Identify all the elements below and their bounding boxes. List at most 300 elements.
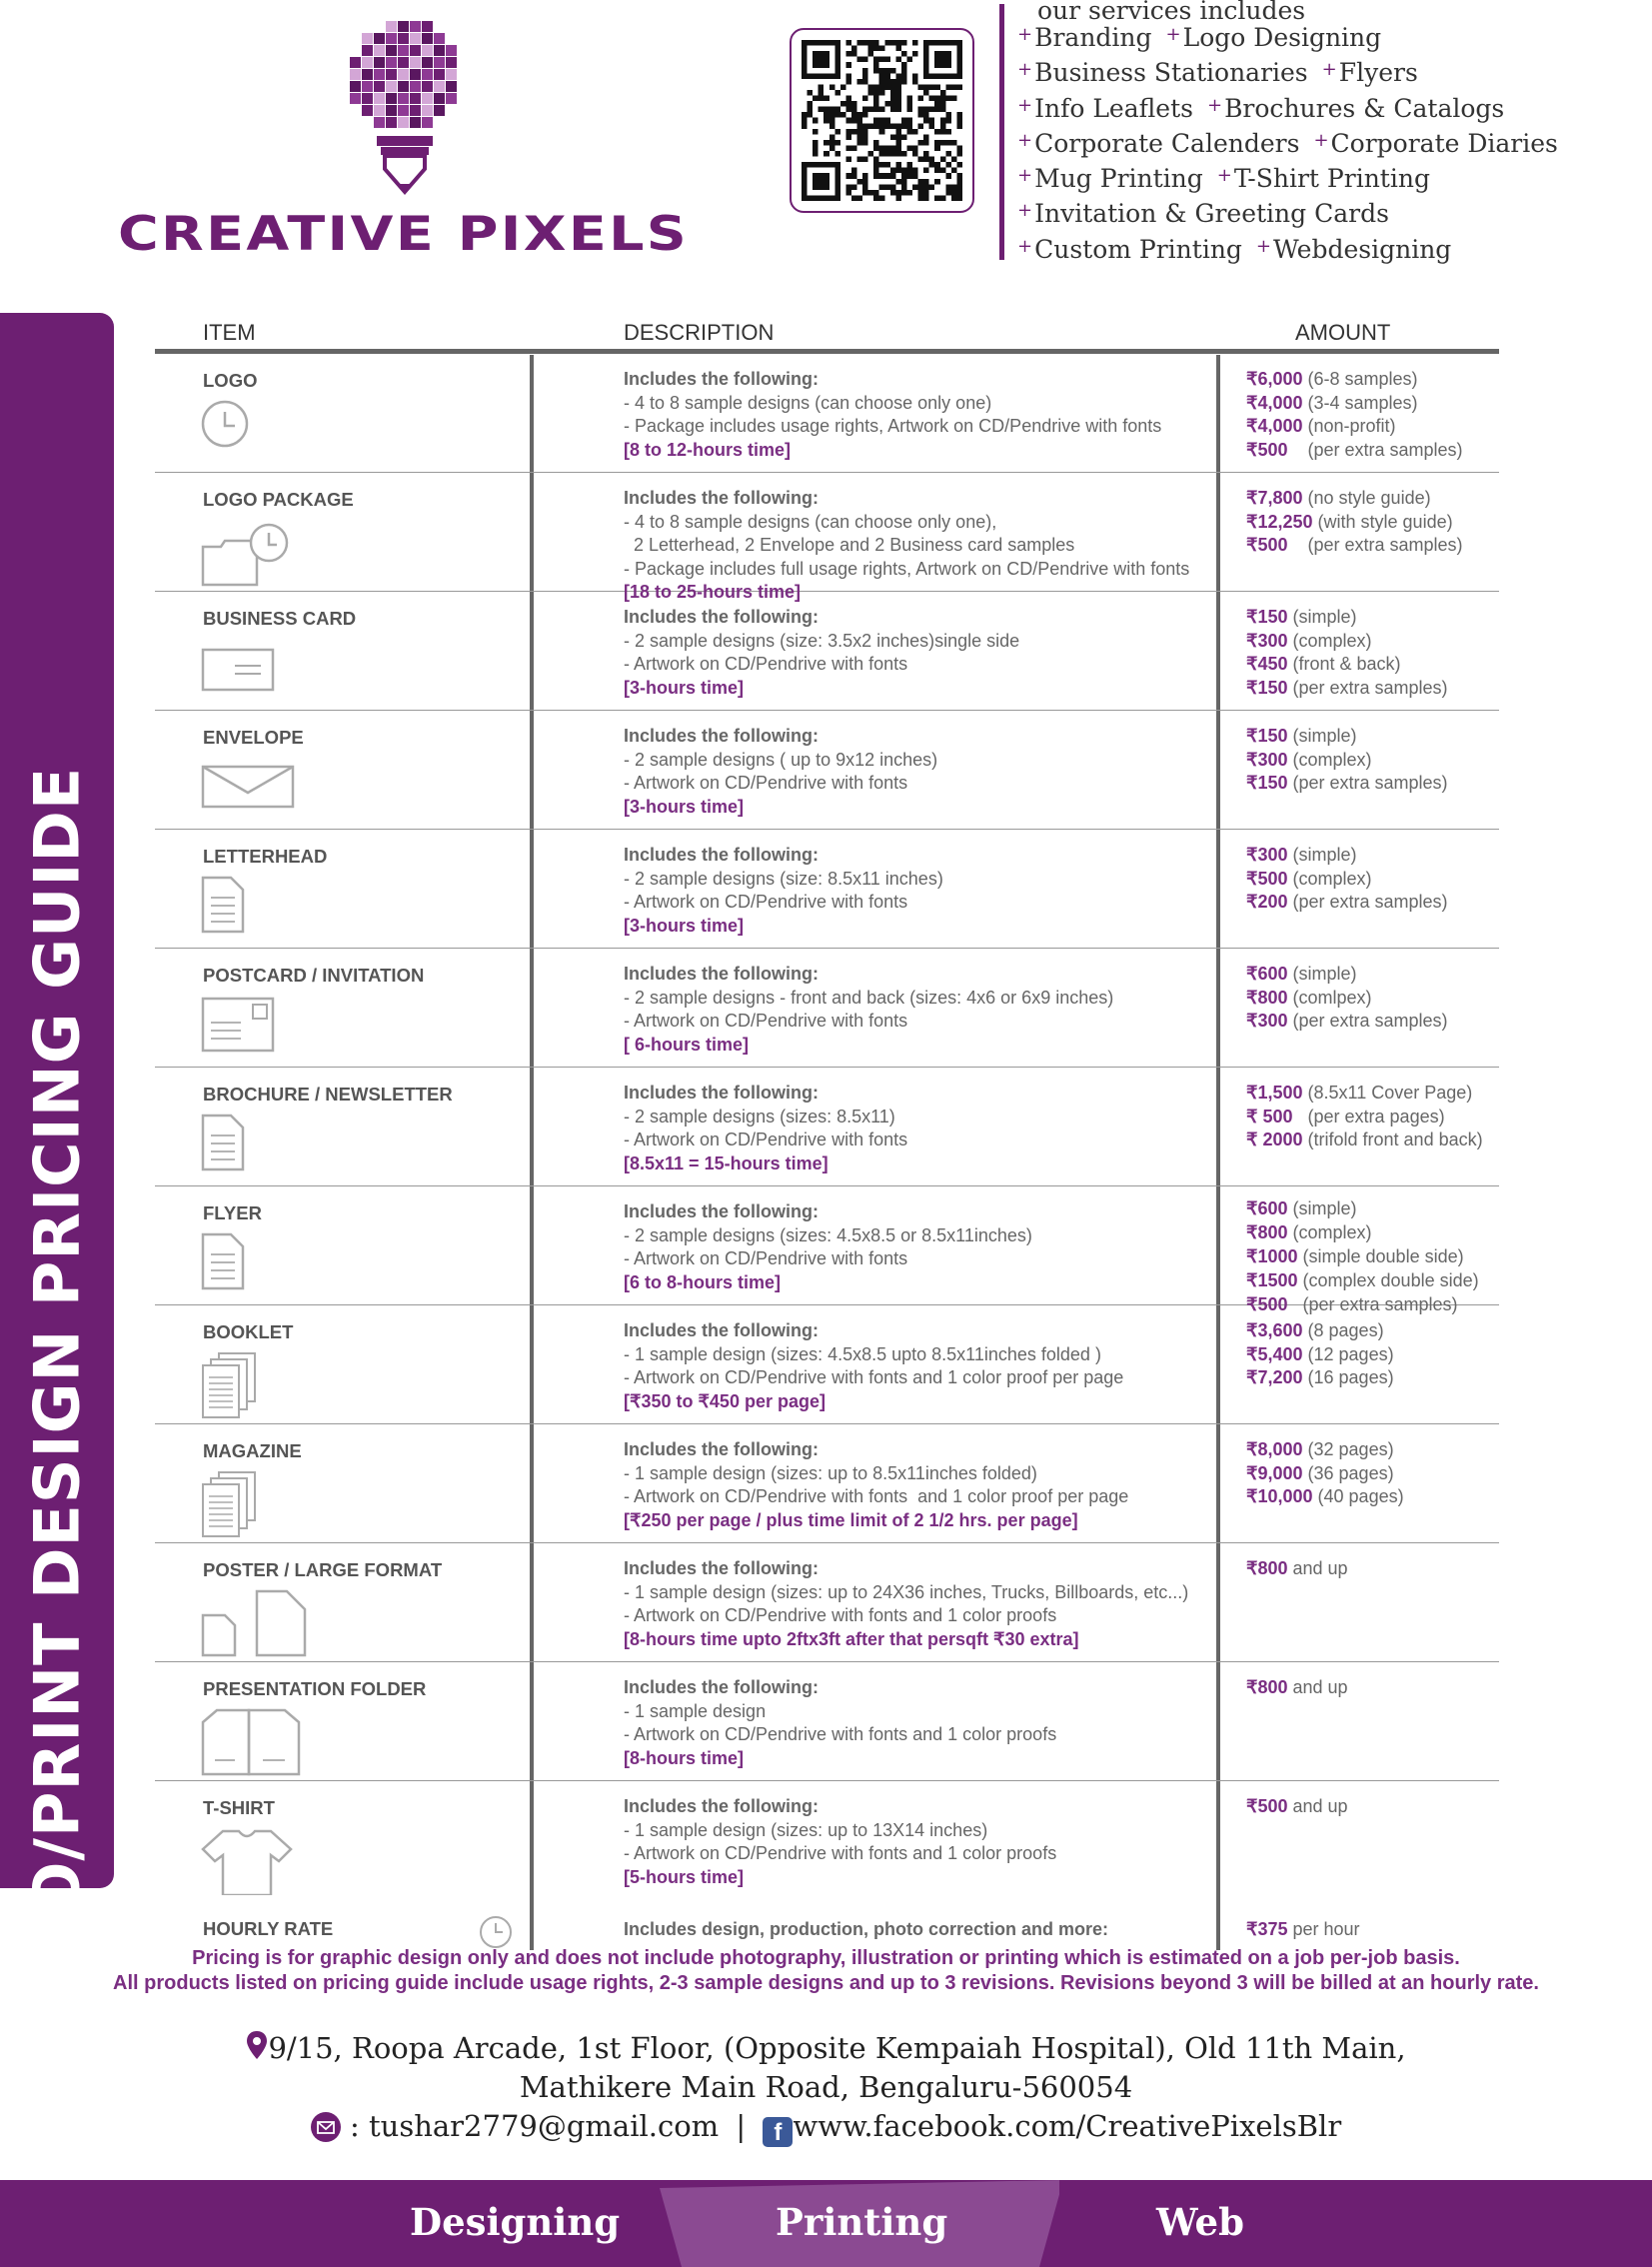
- item-description: [624, 1676, 1233, 1770]
- document-icon: [201, 1232, 311, 1300]
- price-value: ₹7,200: [1246, 1367, 1303, 1387]
- price-value: ₹3,600: [1246, 1320, 1303, 1340]
- price-value: ₹800: [1246, 1222, 1288, 1242]
- description-line: Includes the following:: [624, 1201, 819, 1221]
- price-value: ₹8,000: [1246, 1439, 1303, 1459]
- price-note: (per extra samples): [1292, 892, 1448, 912]
- price-line: [1246, 1010, 1506, 1034]
- description-line: - 2 sample designs ( up to 9x12 inches): [624, 749, 938, 770]
- table-row: [155, 354, 1499, 473]
- price-line: [1246, 1319, 1506, 1343]
- service-item: [1256, 235, 1451, 264]
- description-line: Includes the following:: [624, 845, 819, 865]
- price-line: [1246, 630, 1506, 654]
- price-note: (40 pages): [1317, 1486, 1404, 1506]
- item-amounts: [1246, 1795, 1506, 1819]
- table-header: [155, 318, 1499, 354]
- price-value: ₹12,250: [1246, 511, 1313, 532]
- price-note: and up: [1292, 1796, 1348, 1816]
- price-note: (12 pages): [1307, 1343, 1394, 1364]
- price-value: ₹10,000: [1246, 1486, 1313, 1506]
- price-value: ₹1000: [1246, 1246, 1298, 1266]
- price-note: (simple double side): [1302, 1246, 1464, 1266]
- price-line: [1246, 1244, 1506, 1268]
- item-name: LETTERHEAD: [203, 846, 328, 867]
- price-note: (16 pages): [1307, 1367, 1394, 1387]
- price-line: [1246, 1268, 1506, 1292]
- table-row: [155, 949, 1499, 1068]
- price-note: (with style guide): [1317, 511, 1453, 532]
- price-value: ₹ 2000: [1246, 1130, 1303, 1149]
- side-banner: [0, 313, 114, 2059]
- price-note: and up: [1292, 1677, 1348, 1697]
- price-line: [1246, 1129, 1506, 1152]
- service-item: [1017, 199, 1389, 228]
- plus-icon: +: [1017, 24, 1033, 45]
- service-label: Brochures & Catalogs: [1224, 93, 1505, 123]
- price-note: (simple): [1292, 964, 1357, 984]
- plus-icon: +: [1321, 59, 1337, 81]
- price-line: [1246, 1082, 1506, 1106]
- item-amounts: [1246, 1438, 1506, 1509]
- address-line-2: Mathikere Main Road, Bengaluru-560054: [519, 2070, 1133, 2104]
- service-label: Business Stationaries: [1034, 58, 1308, 88]
- side-title: LOGO/PRINT DESIGN PRICING GUIDE: [20, 766, 94, 2059]
- tshirt-icon: [201, 1827, 311, 1895]
- description-line: - Artwork on CD/Pendrive with fonts: [624, 773, 908, 793]
- price-note: (8.5x11 Cover Page): [1307, 1083, 1473, 1103]
- time-estimate: [18 to 25-hours time]: [624, 582, 802, 602]
- item-name: HOURLY RATE: [203, 1918, 334, 1939]
- contact-separator: |: [736, 2109, 747, 2143]
- plus-icon: +: [1017, 235, 1033, 257]
- price-value: ₹1,500: [1246, 1083, 1303, 1103]
- item-name: BUSINESS CARD: [203, 608, 357, 629]
- item-description: [624, 606, 1233, 700]
- description-line: Includes the following:: [624, 1439, 819, 1459]
- price-note: (per extra samples): [1292, 439, 1463, 460]
- document-icon: [201, 1114, 311, 1181]
- item-amounts: [1246, 606, 1506, 700]
- item-name: POSTCARD / INVITATION: [203, 965, 425, 986]
- price-note: (per extra samples): [1292, 677, 1448, 698]
- description-line: - Artwork on CD/Pendrive with fonts and 1 color proof per page: [624, 1367, 1124, 1387]
- price-line: [1246, 606, 1506, 630]
- item-amounts: [1246, 725, 1506, 796]
- price-value: ₹500: [1246, 1796, 1288, 1816]
- item-amounts: [1246, 1319, 1506, 1390]
- price-value: ₹450: [1246, 654, 1288, 674]
- item-description: [624, 1200, 1233, 1294]
- pricing-notes: [0, 1946, 1652, 1996]
- description-line: Includes the following:: [624, 1320, 819, 1340]
- footer-item-designing[interactable]: Designing: [410, 2200, 621, 2244]
- price-line: [1246, 677, 1506, 701]
- table-row: [155, 830, 1499, 949]
- service-item: [1017, 235, 1242, 264]
- service-item: [1017, 23, 1152, 52]
- time-estimate: [8-hours time]: [624, 1747, 745, 1768]
- stacked-pages-icon: [201, 1470, 311, 1538]
- plus-icon: +: [1017, 200, 1033, 222]
- price-line: [1246, 844, 1506, 868]
- email-link[interactable]: : tushar2779@gmail.com: [350, 2109, 720, 2143]
- footer-item-printing[interactable]: Printing: [776, 2200, 948, 2244]
- item-name: BOOKLET: [203, 1321, 294, 1342]
- contact-block: [0, 2029, 1652, 2147]
- time-estimate: [5-hours time]: [624, 1866, 745, 1887]
- service-item: [1017, 94, 1193, 123]
- price-line: [1246, 439, 1506, 463]
- description-line: Includes the following:: [624, 726, 819, 746]
- service-label: Corporate Diaries: [1330, 128, 1558, 158]
- service-row: [1017, 128, 1647, 163]
- business-card-icon: [201, 638, 311, 706]
- clock-icon: [201, 400, 311, 468]
- price-note: (per extra samples): [1292, 535, 1463, 555]
- plus-icon: +: [1216, 165, 1232, 187]
- price-value: ₹150: [1246, 677, 1288, 698]
- description-line: - 1 sample design (sizes: up to 24X36 inches, Trucks, Billboards, etc...): [624, 1581, 1189, 1602]
- item-name: MAGAZINE: [203, 1440, 302, 1461]
- plus-icon: +: [1255, 235, 1272, 257]
- price-value: ₹4,000: [1246, 392, 1303, 413]
- price-note: (8 pages): [1307, 1320, 1384, 1340]
- item-name: LOGO: [203, 370, 258, 391]
- price-line: [1246, 1106, 1506, 1130]
- description-line: - 2 sample designs (sizes: 8.5x11): [624, 1106, 895, 1127]
- header-amount: AMOUNT: [1295, 320, 1391, 345]
- service-item: [1313, 129, 1557, 158]
- time-estimate: [3-hours time]: [624, 796, 745, 817]
- price-value: ₹800: [1246, 987, 1288, 1008]
- hourly-unit: per hour: [1292, 1919, 1360, 1939]
- item-description: [624, 1795, 1233, 1889]
- item-name: BROCHURE / NEWSLETTER: [203, 1084, 453, 1105]
- price-note: (simple): [1292, 726, 1357, 746]
- description-line: - 1 sample design (sizes: up to 13X14 inches): [624, 1819, 988, 1840]
- folder-icon: [201, 1708, 311, 1776]
- price-line: [1246, 487, 1506, 511]
- facebook-link[interactable]: www.facebook.com/CreativePixelsBlr: [793, 2109, 1342, 2143]
- description-line: - 4 to 8 sample designs (can choose only one): [624, 392, 992, 413]
- price-note: (non-profit): [1307, 416, 1396, 436]
- price-value: ₹500: [1246, 868, 1288, 889]
- price-value: ₹500: [1246, 439, 1288, 460]
- folder-clock-icon: [201, 519, 311, 587]
- time-estimate: [3-hours time]: [624, 915, 745, 936]
- price-note: (simple): [1292, 845, 1357, 865]
- description-line: - Package includes usage rights, Artwork on CD/Pendrive with fonts: [624, 416, 1162, 436]
- time-estimate: [8 to 12-hours time]: [624, 439, 792, 460]
- price-line: [1246, 868, 1506, 892]
- price-note: (front & back): [1292, 654, 1401, 674]
- item-name: LOGO PACKAGE: [203, 489, 354, 510]
- price-note: (comlpex): [1292, 987, 1372, 1008]
- service-item: [1017, 129, 1299, 158]
- price-line: [1246, 415, 1506, 439]
- poster-icon: [201, 1589, 311, 1657]
- item-name: FLYER: [203, 1202, 262, 1223]
- item-amounts: [1246, 1676, 1506, 1700]
- price-line: [1246, 772, 1506, 796]
- service-row: [1017, 163, 1647, 198]
- description-line: Includes the following:: [624, 488, 819, 508]
- price-note: (complex double side): [1302, 1270, 1479, 1290]
- header-item: ITEM: [203, 320, 256, 345]
- price-note: (per extra pages): [1297, 1106, 1445, 1127]
- brand-name: CREATIVE PIXELS: [118, 207, 690, 262]
- time-estimate: [₹350 to ₹450 per page]: [624, 1390, 826, 1411]
- description-line: Includes the following:: [624, 1796, 819, 1816]
- table-row: [155, 1068, 1499, 1186]
- price-value: ₹800: [1246, 1677, 1288, 1697]
- price-value: ₹4,000: [1246, 416, 1303, 436]
- item-amounts: [1246, 1082, 1506, 1152]
- service-row: [1017, 57, 1647, 92]
- table-row: [155, 1662, 1499, 1781]
- item-description: [624, 1319, 1233, 1413]
- service-label: Logo Designing: [1182, 23, 1382, 52]
- description-line: - Artwork on CD/Pendrive with fonts and 1 color proofs: [624, 1724, 1057, 1744]
- price-note: (simple): [1292, 1198, 1357, 1218]
- price-line: [1246, 749, 1506, 773]
- hourly-price: ₹375: [1246, 1919, 1288, 1939]
- location-pin-icon: [246, 2030, 268, 2060]
- price-value: ₹800: [1246, 1558, 1288, 1578]
- price-note: (32 pages): [1307, 1439, 1394, 1459]
- price-value: ₹ 500: [1246, 1106, 1293, 1127]
- service-label: Mug Printing: [1034, 164, 1203, 194]
- item-name: T-SHIRT: [203, 1797, 275, 1818]
- table-row: [155, 711, 1499, 830]
- description-line: - 4 to 8 sample designs (can choose only one),: [624, 511, 997, 532]
- price-value: ₹150: [1246, 773, 1288, 793]
- facebook-icon: f: [763, 2117, 793, 2147]
- price-line: [1246, 963, 1506, 987]
- envelope-icon: [201, 757, 311, 825]
- price-note: (complex): [1292, 749, 1372, 770]
- description-line: - Artwork on CD/Pendrive with fonts: [624, 1011, 908, 1031]
- hourly-description: Includes design, production, photo correction and more:: [624, 1919, 1109, 1939]
- price-value: ₹600: [1246, 964, 1288, 984]
- description-line: - Artwork on CD/Pendrive with fonts and 1 color proofs: [624, 1605, 1057, 1625]
- price-value: ₹300: [1246, 630, 1288, 651]
- description-line: Includes the following:: [624, 1083, 819, 1103]
- price-note: (3-4 samples): [1307, 392, 1418, 413]
- services-list: [1017, 0, 1647, 269]
- price-value: ₹300: [1246, 1011, 1288, 1031]
- note-line: Pricing is for graphic design only and does not include photography, illustration or printing which is estimated on a job per-job basis.: [192, 1947, 1460, 1969]
- price-line: [1246, 1557, 1506, 1581]
- item-description: [624, 1557, 1233, 1651]
- price-note: (6-8 samples): [1307, 369, 1418, 389]
- price-value: ₹600: [1246, 1198, 1288, 1218]
- price-line: [1246, 1343, 1506, 1367]
- qr-code[interactable]: [790, 28, 974, 213]
- price-line: [1246, 368, 1506, 392]
- description-line: - 2 sample designs (sizes: 4.5x8.5 or 8.5x11inches): [624, 1224, 1032, 1245]
- plus-icon: +: [1165, 24, 1181, 45]
- service-label: T-Shirt Printing: [1233, 164, 1430, 194]
- service-label: Flyers: [1338, 58, 1418, 88]
- plus-icon: +: [1017, 59, 1033, 81]
- time-estimate: [ 6-hours time]: [624, 1034, 750, 1055]
- item-amounts: [1246, 963, 1506, 1034]
- table-row: [155, 1305, 1499, 1424]
- services-heading: our services includes: [1037, 0, 1306, 22]
- time-estimate: [8.5x11 = 15-hours time]: [624, 1152, 828, 1173]
- item-description: [624, 963, 1233, 1057]
- description-line: - Package includes full usage rights, Artwork on CD/Pendrive with fonts: [624, 558, 1190, 579]
- price-value: ₹200: [1246, 892, 1288, 912]
- table-row: [155, 1186, 1499, 1314]
- price-value: ₹150: [1246, 726, 1288, 746]
- price-note: (per extra samples): [1292, 1294, 1458, 1314]
- price-value: ₹5,400: [1246, 1343, 1303, 1364]
- item-description: [624, 725, 1233, 819]
- price-value: ₹9,000: [1246, 1462, 1303, 1483]
- price-note: (36 pages): [1307, 1462, 1394, 1483]
- service-label: Info Leaflets: [1034, 93, 1193, 123]
- description-line: - Artwork on CD/Pendrive with fonts and 1 color proofs: [624, 1843, 1057, 1863]
- price-note: and up: [1292, 1558, 1348, 1578]
- price-value: ₹500: [1246, 535, 1288, 555]
- description-line: - 2 sample designs - front and back (sizes: 4x6 or 6x9 inches): [624, 987, 1114, 1008]
- service-row: [1017, 93, 1647, 128]
- item-description: [624, 1082, 1233, 1175]
- qr-code-icon: [802, 40, 962, 201]
- price-line: [1246, 1462, 1506, 1486]
- service-label: Custom Printing: [1034, 234, 1242, 264]
- table-row: [155, 1543, 1499, 1662]
- email-icon: [311, 2112, 341, 2142]
- description-line: - Artwork on CD/Pendrive with fonts and 1 color proof per page: [624, 1486, 1129, 1506]
- service-row: [1017, 234, 1647, 269]
- item-name: ENVELOPE: [203, 727, 304, 748]
- time-estimate: [8-hours time upto 2ftx3ft after that persqft ₹30 extra]: [624, 1628, 1079, 1649]
- description-line: - 1 sample design (sizes: 4.5x8.5 upto 8.5x11inches folded ): [624, 1343, 1101, 1364]
- service-row: [1017, 198, 1647, 233]
- price-line: [1246, 392, 1506, 416]
- description-line: - Artwork on CD/Pendrive with fonts: [624, 1130, 908, 1149]
- price-note: (no style guide): [1307, 488, 1431, 508]
- price-note: (trifold front and back): [1307, 1130, 1483, 1149]
- price-value: ₹7,800: [1246, 488, 1303, 508]
- bulb-logo-icon: [335, 14, 475, 199]
- item-name: POSTER / LARGE FORMAT: [203, 1559, 443, 1580]
- price-value: ₹1500: [1246, 1270, 1298, 1290]
- price-value: ₹300: [1246, 749, 1288, 770]
- plus-icon: +: [1017, 94, 1033, 116]
- table-row: [155, 592, 1499, 711]
- item-amounts: [1246, 844, 1506, 915]
- description-line: 2 Letterhead, 2 Envelope and 2 Business card samples: [624, 535, 1075, 555]
- price-line: [1246, 1366, 1506, 1390]
- item-description: [624, 487, 1233, 605]
- price-note: (per extra samples): [1292, 1011, 1448, 1031]
- price-line: [1246, 891, 1506, 915]
- brand-logo: [110, 14, 690, 264]
- service-item: [1322, 58, 1418, 87]
- description-line: - 2 sample designs (size: 8.5x11 inches): [624, 868, 943, 889]
- service-item: [1207, 94, 1504, 123]
- item-description: [624, 844, 1233, 938]
- price-line: [1246, 511, 1506, 535]
- service-item: [1217, 164, 1430, 193]
- service-item: [1166, 23, 1382, 52]
- price-note: (complex): [1292, 1222, 1372, 1242]
- price-line: [1246, 725, 1506, 749]
- price-line: [1246, 1196, 1506, 1220]
- description-line: - 1 sample design: [624, 1700, 767, 1721]
- description-line: - Artwork on CD/Pendrive with fonts: [624, 892, 908, 912]
- description-line: - 2 sample designs (size: 3.5x2 inches)single side: [624, 630, 1020, 651]
- table-row: [155, 473, 1499, 602]
- price-line: [1246, 1676, 1506, 1700]
- address-line-1: 9/15, Roopa Arcade, 1st Floor, (Opposite Kempaiah Hospital), Old 11th Main,: [268, 2031, 1406, 2065]
- item-amounts: [1246, 1557, 1506, 1581]
- service-label: Branding: [1034, 23, 1152, 52]
- header-description: DESCRIPTION: [624, 320, 775, 345]
- table-row: [155, 1424, 1499, 1543]
- price-line: [1246, 534, 1506, 558]
- plus-icon: +: [1017, 129, 1033, 151]
- table-row-hourly-rate: [155, 1900, 1499, 1942]
- item-description: [624, 368, 1233, 462]
- footer-bar: [0, 2180, 1652, 2267]
- item-amounts: [1246, 368, 1506, 462]
- price-line: [1246, 1795, 1506, 1819]
- services-divider: [999, 4, 1004, 260]
- price-line: [1246, 1485, 1506, 1509]
- item-name: PRESENTATION FOLDER: [203, 1678, 427, 1699]
- time-estimate: [6 to 8-hours time]: [624, 1271, 782, 1292]
- price-value: ₹6,000: [1246, 369, 1303, 389]
- description-line: - 1 sample design (sizes: up to 8.5x11inches folded): [624, 1462, 1037, 1483]
- price-value: ₹500: [1246, 1294, 1288, 1314]
- price-note: (per extra samples): [1292, 773, 1448, 793]
- footer-item-web[interactable]: Web: [1156, 2200, 1244, 2244]
- description-line: Includes the following:: [624, 607, 819, 627]
- service-label: Invitation & Greeting Cards: [1034, 199, 1389, 229]
- clock-icon: [478, 1914, 514, 1950]
- item-amounts: [1246, 487, 1506, 558]
- time-estimate: [3-hours time]: [624, 677, 745, 698]
- item-amounts: [1246, 1196, 1506, 1316]
- price-note: (complex): [1292, 868, 1372, 889]
- price-value: ₹300: [1246, 845, 1288, 865]
- note-line: All products listed on pricing guide include usage rights, 2-3 sample designs and up to 3 revisions. Revisions beyond 3 will be billed at an hourly rate.: [113, 1972, 1539, 1994]
- description-line: Includes the following:: [624, 1558, 819, 1578]
- item-description: [624, 1438, 1233, 1532]
- description-line: Includes the following:: [624, 1677, 819, 1697]
- price-note: (complex): [1292, 630, 1372, 651]
- table-row: [155, 1781, 1499, 1900]
- service-row: [1017, 22, 1647, 57]
- time-estimate: [₹250 per page / plus time limit of 2 1/2 hrs. per page]: [624, 1509, 1078, 1530]
- description-line: Includes the following:: [624, 369, 819, 389]
- price-value: ₹150: [1246, 607, 1288, 627]
- service-label: Webdesigning: [1273, 234, 1452, 264]
- description-line: Includes the following:: [624, 964, 819, 984]
- plus-icon: +: [1017, 165, 1033, 187]
- pricing-table: [155, 318, 1499, 1942]
- service-item: [1017, 58, 1308, 87]
- price-note: (simple): [1292, 607, 1357, 627]
- price-line: [1246, 1220, 1506, 1244]
- plus-icon: +: [1206, 94, 1223, 116]
